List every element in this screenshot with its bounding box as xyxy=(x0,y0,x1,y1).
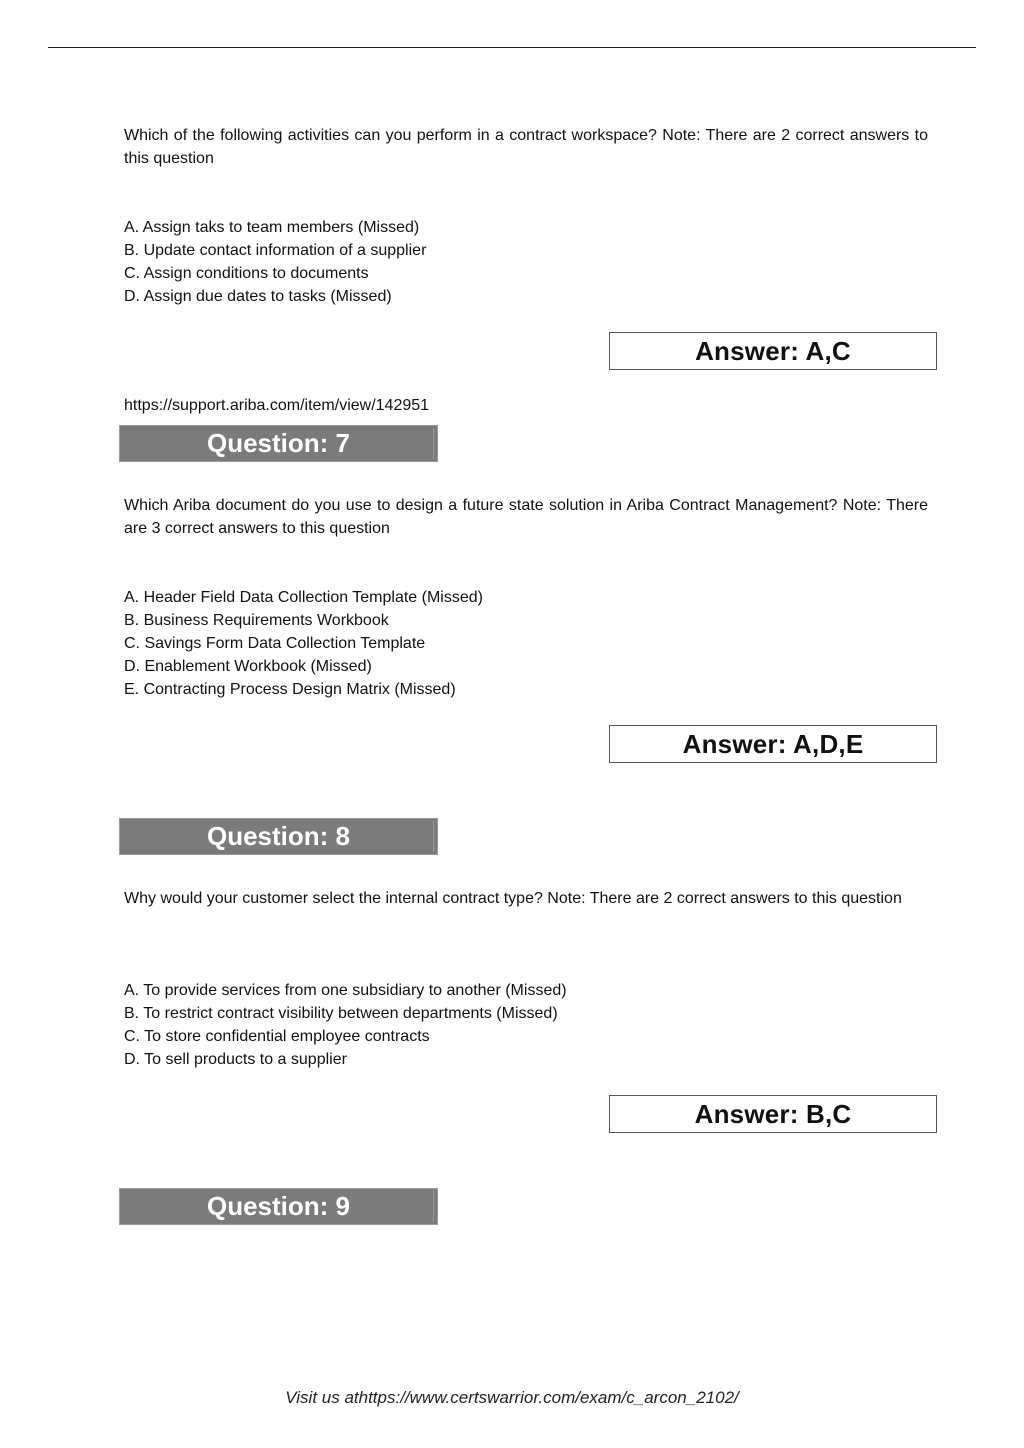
option-d: D. To sell products to a supplier xyxy=(124,1051,347,1068)
question-8-answer-box xyxy=(609,1095,937,1133)
option-c: C. Assign conditions to documents xyxy=(124,265,369,282)
option-b: B. To restrict contract visibility between departments (Missed) xyxy=(124,1005,558,1022)
option-c: C. To store confidential employee contracts xyxy=(124,1028,430,1045)
option-b: B. Business Requirements Workbook xyxy=(124,612,389,629)
question-7-answer-box xyxy=(609,725,937,763)
option-a: A. Header Field Data Collection Template (Missed) xyxy=(124,589,483,606)
reference-link[interactable]: https://support.ariba.com/item/view/142951 xyxy=(124,397,430,414)
question-7-options xyxy=(124,586,928,701)
question-6-options xyxy=(124,216,928,308)
question-7-title: Question: 7 xyxy=(206,428,350,458)
question-9-title: Question: 9 xyxy=(206,1191,350,1221)
option-c: C. Savings Form Data Collection Template xyxy=(124,635,426,652)
answer-label: Answer: A,D,E xyxy=(682,728,864,759)
question-9-banner xyxy=(119,1188,438,1225)
question-8-banner xyxy=(119,818,438,855)
option-d: D. Assign due dates to tasks (Missed) xyxy=(124,288,392,305)
question-6-text: Which of the following activities can you perform in a contract workspace? Note: There are 2 correct answers to this question xyxy=(124,127,928,167)
option-d: D. Enablement Workbook (Missed) xyxy=(124,658,372,675)
question-8-options xyxy=(124,979,928,1071)
question-8-text: Why would your customer select the internal contract type? Note: There are 2 correct answers to this question xyxy=(124,890,902,907)
question-8-title: Question: 8 xyxy=(206,821,350,851)
question-7-text: Which Ariba document do you use to design a future state solution in Ariba Contract Management? Note: There are 3 correct answers to this question xyxy=(124,497,928,537)
option-a: A. Assign taks to team members (Missed) xyxy=(124,219,420,236)
answer-label: Answer: A,C xyxy=(695,335,851,366)
header-divider xyxy=(48,47,976,48)
option-b: B. Update contact information of a supplier xyxy=(124,242,427,259)
option-e: E. Contracting Process Design Matrix (Missed) xyxy=(124,681,456,698)
question-7-banner xyxy=(119,425,438,462)
question-6-answer-box xyxy=(609,332,937,370)
footer-visit-link[interactable]: Visit us athttps://www.certswarrior.com/exam/c_arcon_2102/ xyxy=(285,1388,739,1407)
answer-label: Answer: B,C xyxy=(694,1098,852,1129)
option-a: A. To provide services from one subsidiary to another (Missed) xyxy=(124,982,567,999)
